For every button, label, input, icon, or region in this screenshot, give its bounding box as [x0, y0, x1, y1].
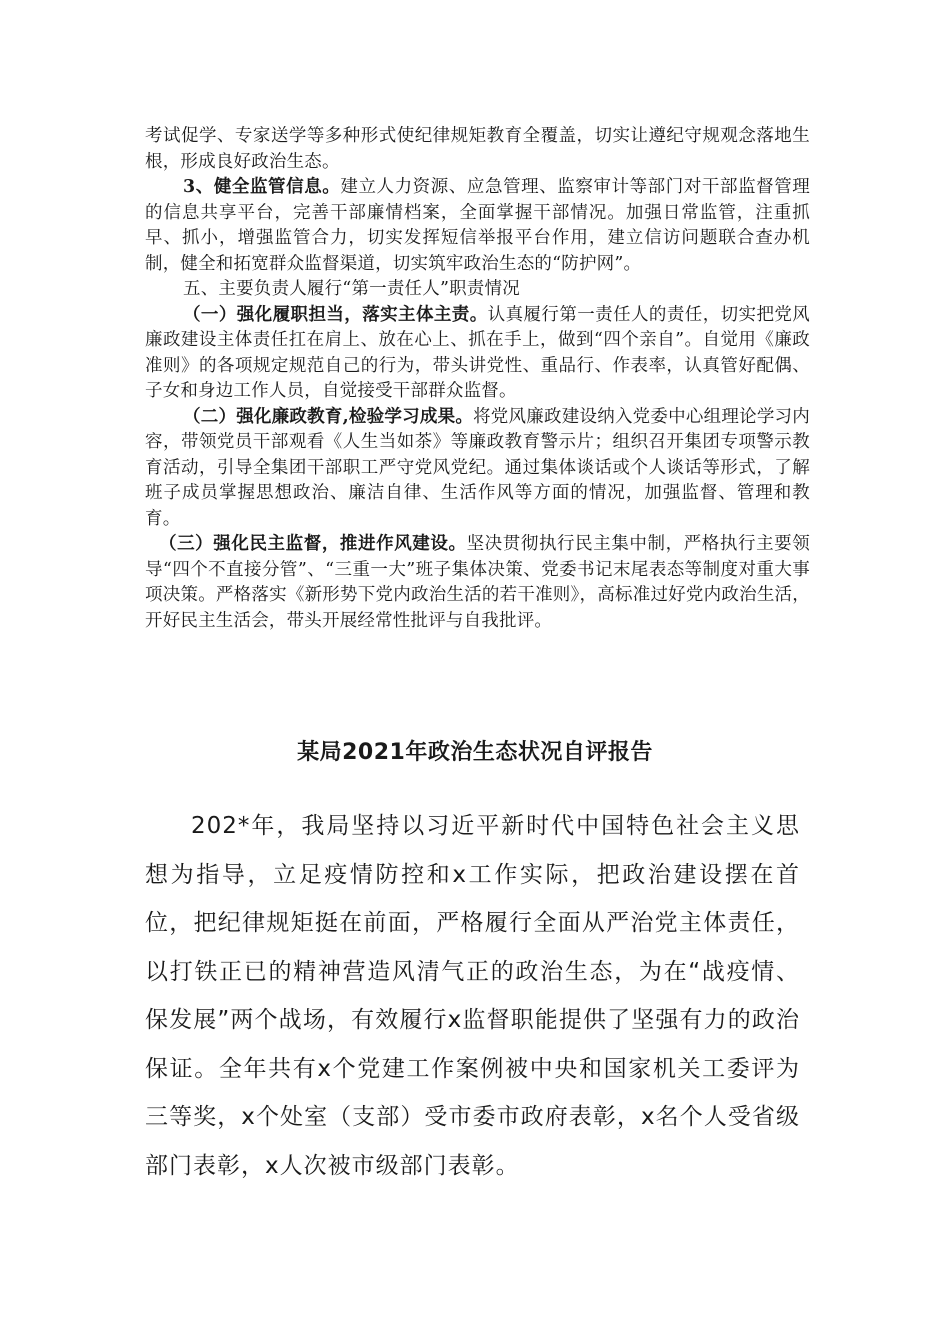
paragraph-item-one [145, 303, 810, 405]
paragraph-supervision [145, 175, 810, 277]
item-one-body: 认真履行第一责任人的责任，切实把党风廉政建设主体责任扛在肩上、放在心上、抓在手上，做到“四个亲自”。自觉用《廉政准则》的各项规定规范自己的行为，带头讲党性、重品行、作表率，认真管好配偶、子女和身边工作人员，自觉接受干部群众监督。 [145, 304, 810, 401]
supervision-body: 建立人力资源、应急管理、监察审计等部门对干部监督管理的信息共享平台，完善干部廉情档案，全面掌握干部情况。加强日常监管，注重抓早、抓小，增强监管合力，切实发挥短信举报平台作用，建立信访问题联合查办机制，健全和拓宽群众监督渠道，切实筑牢政治生态的“防护网”。 [145, 177, 810, 274]
report-paragraph: 202*年，我局坚持以习近平新时代中国特色社会主义思想为指导，立足疫情防控和x工作实际，把政治建设摆在首位，把纪律规矩挺在前面，严格履行全面从严治党主体责任，以打铁正已的精神营造风清气正的政治生态，为在“战疫情、保发展”两个战场，有效履行x监督职能提供了坚强有力的政治保证。全年共有x个党建工作案例被中央和国家机关工委评为三等奖，x个处室（支部）受市委市政府表彰，x名个人受省级部门表彰，x人次被市级部门表彰。 [145, 813, 800, 1179]
item-one-heading: （一）强化履职担当，落实主体主责。 [183, 304, 488, 325]
report-body [145, 802, 800, 1190]
previous-report-continuation [145, 124, 810, 634]
supervision-heading: 3、健全监管信息。 [183, 177, 341, 197]
paragraph-item-three [145, 532, 810, 634]
paragraph-education: 考试促学、专家送学等多种形式使纪律规矩教育全覆盖，切实让遵纪守规观念落地生根，形成良好政治生态。 [145, 126, 810, 172]
item-three-body: 坚决贯彻执行民主集中制，严格执行主要领导“四个不直接分管”、“三重一大”班子集体决策、党委书记末尾表态等制度对重大事项决策。严格落实《新形势下党内政治生活的若干准则》，高标准过好党内政治生活，开好民主生活会，带头开展经常性批评与自我批评。 [145, 534, 810, 631]
item-two-heading: （二）强化廉政教育,检验学习成果。 [183, 406, 474, 427]
paragraph-item-two [145, 405, 810, 533]
section-five-heading: 五、主要负责人履行“第一责任人”职责情况 [183, 279, 520, 299]
item-three-heading: （三）强化民主监督，推进作风建设。 [159, 534, 467, 554]
report-title: 某局2021年政治生态状况自评报告 [297, 740, 653, 765]
item-two-body: 将党风廉政建设纳入党委中心组理论学习内容，带领党员干部观看《人生当如茶》等廉政教育警示片；组织召开集团专项警示教育活动，引导全集团干部职工严守党风党纪。通过集体谈话或个人谈话等形式，了解班子成员掌握思想政治、廉洁自律、生活作风等方面的情况，加强监督、管理和教育。 [145, 406, 810, 529]
